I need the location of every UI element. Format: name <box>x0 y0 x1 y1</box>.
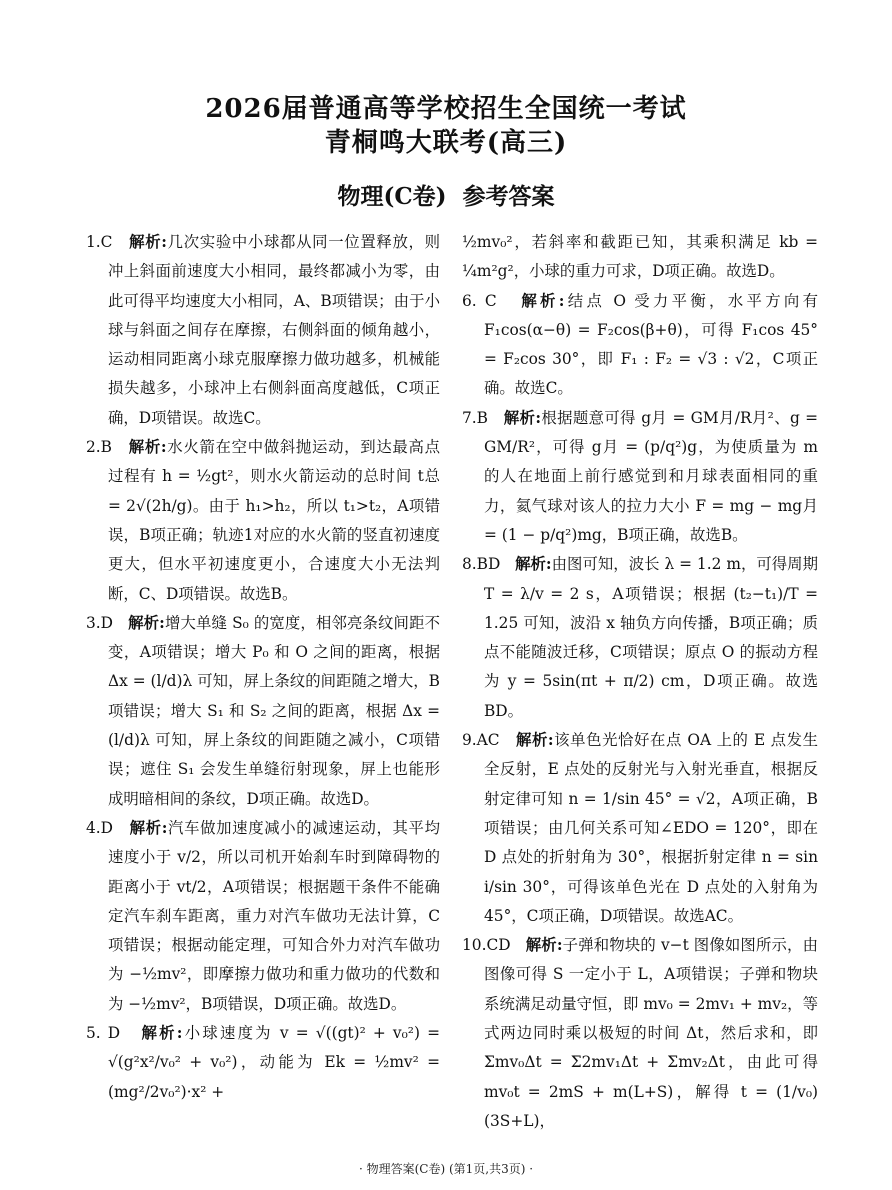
answer-text: 小球速度为 v = √((gt)² + v₀²) = √(g²x²/v₀² + v₀²)，动能为 Ek = ½mv² = (mg²/2v₀²)·x² + <box>108 1024 440 1101</box>
answer-item-10 <box>462 931 818 1136</box>
analysis-label: 解析: <box>525 936 563 955</box>
subject-heading: 物理(C卷) 参考答案 <box>337 183 555 210</box>
answer-number: 2.B <box>86 438 112 457</box>
answer-item-2 <box>86 433 440 609</box>
analysis-label: 解析: <box>141 1024 183 1043</box>
analysis-label: 解析: <box>128 613 165 632</box>
analysis-label: 解析: <box>129 818 168 837</box>
answer-text: 根据题意可得 g月 = GM月/R月²、g = GM/R²，可得 g月 = (p/q²)g，为使质量为 m 的人在地面上前行感觉到和月球表面相同的重力，氦气球对该人的拉力大小 F = mg − mg月 = (1 − p/q²)mg，B项正确，故选B。 <box>484 408 818 544</box>
page-footer: · 物理答案(C卷) (第1页,共3页) · <box>358 1162 534 1176</box>
answer-number: 1.C <box>86 233 113 251</box>
title-line-1: 2026届普通高等学校招生全国统一考试 <box>205 94 687 124</box>
analysis-label: 解析: <box>129 233 167 251</box>
answer-number: 5. D <box>86 1024 121 1043</box>
answer-text: 由图可知，波长 λ = 1.2 m，可得周期 T = λ/v = 2 s，A项错误；根据 (t₂−t₁)/T = 1.25 可知，波沿 x 轴负方向传播，B项正确；质点不能随波迁移，C项错误；原点 O 的振动方程为 y = 5sin(πt + π/2) cm，D项正确。故选BD。 <box>484 555 818 720</box>
answer-text: 水火箭在空中做斜抛运动，到达最高点过程有 h = ½gt²，则水火箭运动的总时间 t总 = 2√(2h/g)。由于 h₁>h₂，所以 t₁>t₂，A项错误，B项正确；轨迹1对应的水火箭的竖直初速度更大，但水平初速度更小，合速度大小无法判断，C、D项错误。故选B。 <box>108 438 440 603</box>
answer-item-8 <box>462 550 818 726</box>
answer-item-5 <box>86 1019 440 1107</box>
answer-text: 子弹和物块的 v−t 图像如图所示，由图像可得 S 一定小于 L，A项错误；子弹和物块系统满足动量守恒，即 mv₀ = 2mv₁ + mv₂，等式两边同时乘以极短的时间 Δt，然后求和，即 Σmv₀Δt = Σ2mv₁Δt + Σmv₂Δt，由此可得 mv₀t = 2mS + m(L+S)，解得 t = (1/v₀)(3S+L)， <box>484 936 818 1130</box>
answer-number: 6. C <box>462 291 497 310</box>
analysis-label: 解析: <box>521 291 565 310</box>
answer-text: 几次实验中小球都从同一位置释放，则冲上斜面前速度大小相同，最终都减小为零，由此可得平均速度大小相同，A、B项错误；由于小球与斜面之间存在摩擦，右侧斜面的倾角越小，运动相同距离小球克服摩擦力做功越多，机械能损失越多，小球冲上右侧斜面高度越低，C项正确，D项错误。故选C。 <box>108 233 440 427</box>
answer-number: 9.AC <box>462 731 500 750</box>
right-column <box>462 228 818 1136</box>
answer-item-7 <box>462 404 818 550</box>
answer-text: 该单色光恰好在点 OA 上的 E 点发生全反射，E 点处的反射光与入射光垂直，根据反射定律可知 n = 1/sin 45° = √2，A项正确，B项错误；由几何关系可知∠EDO = 120°，即在 D 点处的折射角为 30°，根据折射定律 n = sin i/sin 30°，可得该单色光在 D 点处的入射角为 45°，C项正确，D项错误。故选AC。 <box>484 731 818 925</box>
answer-number: 4.D <box>86 818 114 837</box>
answer-item-1 <box>86 228 440 433</box>
answer-item-4 <box>86 814 440 1019</box>
answer-number: 7.B <box>462 408 488 427</box>
answer-number: 10.CD <box>462 936 511 955</box>
analysis-label: 解析: <box>128 438 167 457</box>
analysis-label: 解析: <box>503 408 541 427</box>
answer-number: 8.BD <box>462 555 501 574</box>
answer-item-3 <box>86 609 440 814</box>
answer-text: 增大单缝 S₀ 的宽度，相邻亮条纹间距不变，A项错误；增大 P₀ 和 O 之间的距离，根据 Δx = (l/d)λ 可知，屏上条纹的间距随之增大，B项错误；增大 S₁ 和 S₂ 之间的距离，根据 Δx = (l/d)λ 可知，屏上条纹的间距随之减小，C项错误；遮住 S₁ 会发生单缝衍射现象，屏上也能形成明暗相间的条纹，D项正确。故选D。 <box>108 613 440 808</box>
answer-text: 汽车做加速度减小的减速运动，其平均速度小于 v/2，所以司机开始刹车时到障碍物的距离小于 vt/2，A项错误；根据题干条件不能确定汽车刹车距离，重力对汽车做功无法计算，C项错误；根据动能定理，可知合外力对汽车做功为 −½mv²，即摩擦力做功和重力做功的代数和为 −½mv²，B项错误，D项正确。故选D。 <box>108 818 440 1013</box>
answer-number: 3.D <box>86 613 114 632</box>
answer-text: 结点 O 受力平衡，水平方向有 F₁cos(α−θ) = F₂cos(β+θ)，可得 F₁cos 45° = F₂cos 30°，即 F₁ : F₂ = √3 : √2，C项正确。故选C。 <box>484 291 819 398</box>
analysis-label: 解析: <box>515 731 554 750</box>
answer-item-5-continued: ½mv₀²，若斜率和截距已知，其乘积满足 kb = ¼m²g²，小球的重力可求，D项正确。故选D。 <box>462 233 818 281</box>
left-column <box>86 228 440 1107</box>
title-line-2: 青桐鸣大联考(高三) <box>324 128 568 158</box>
answer-item-9 <box>462 726 818 931</box>
analysis-label: 解析: <box>515 555 552 574</box>
answer-item-6 <box>462 287 818 404</box>
